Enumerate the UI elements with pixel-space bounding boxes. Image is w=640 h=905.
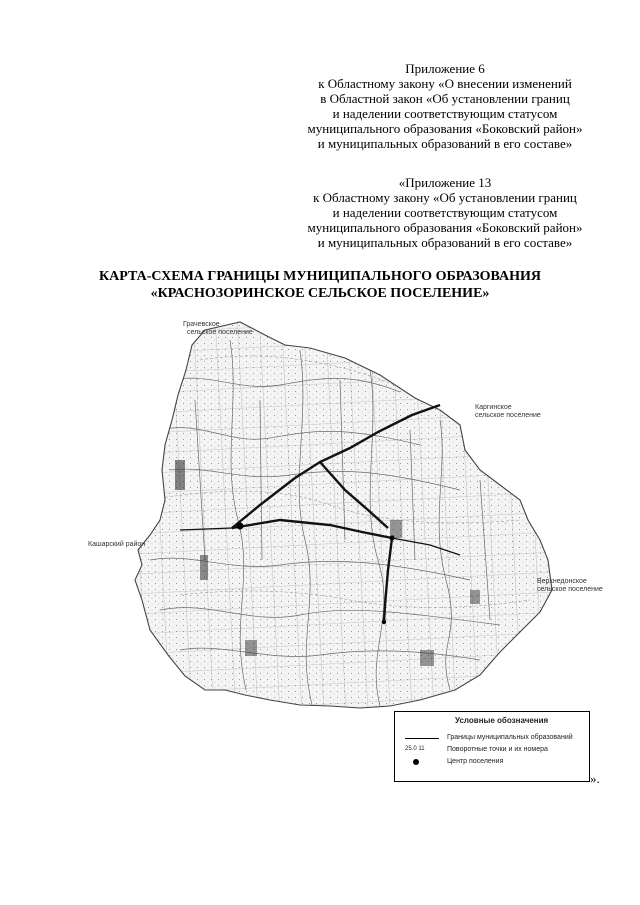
settlement-center-dot xyxy=(237,523,244,530)
village-dot xyxy=(382,620,386,624)
territory-fill xyxy=(130,315,560,715)
legend-label: Границы муниципальных образований xyxy=(447,734,573,741)
header-line: Приложение 6 xyxy=(405,61,485,76)
header-line: и муниципальных образований в его составе» xyxy=(317,136,573,151)
title-line-2: «КРАСНОЗОРИНСКОЕ СЕЛЬСКОЕ ПОСЕЛЕНИЕ» xyxy=(150,286,490,301)
turning-point-icon: 25.0 11 xyxy=(405,746,425,752)
header-line: «Приложение 13 xyxy=(398,175,492,190)
header-line: и муниципальных образований в его составе» xyxy=(317,235,573,250)
map-label-southeast: Верхнедонское сельское поселение xyxy=(537,578,603,593)
village-dot xyxy=(390,536,395,541)
map-label-east: Каргинское сельское поселение xyxy=(475,404,541,419)
closing-quote: ». xyxy=(590,771,600,786)
header-line: к Областному закону «О внесении изменений xyxy=(318,76,572,91)
map-label-north: Грачевское сельское поселение xyxy=(183,321,253,336)
legend-label: Центр поселения xyxy=(447,758,504,765)
header-line: муниципального образования «Боковский район» xyxy=(307,220,583,235)
center-dot-icon xyxy=(413,759,419,765)
boundary-line-icon xyxy=(405,738,439,739)
map-label-west: Кашарский район xyxy=(88,541,146,548)
header-line: и наделении соответствующим статусом xyxy=(332,106,558,121)
legend-label: Поворотные точки и их номера xyxy=(447,746,548,753)
header-line: муниципального образования «Боковский район» xyxy=(307,121,583,136)
header-line: к Областному закону «Об установлении границ xyxy=(313,190,577,205)
map-legend xyxy=(394,711,590,782)
header-line: и наделении соответствующим статусом xyxy=(332,205,558,220)
legend-title: Условные обозначения xyxy=(455,716,549,725)
title-line-1: КАРТА-СХЕМА ГРАНИЦЫ МУНИЦИПАЛЬНОГО ОБРАЗОВАНИЯ xyxy=(99,269,541,284)
header-line: в Областной закон «Об установлении границ xyxy=(320,91,570,106)
